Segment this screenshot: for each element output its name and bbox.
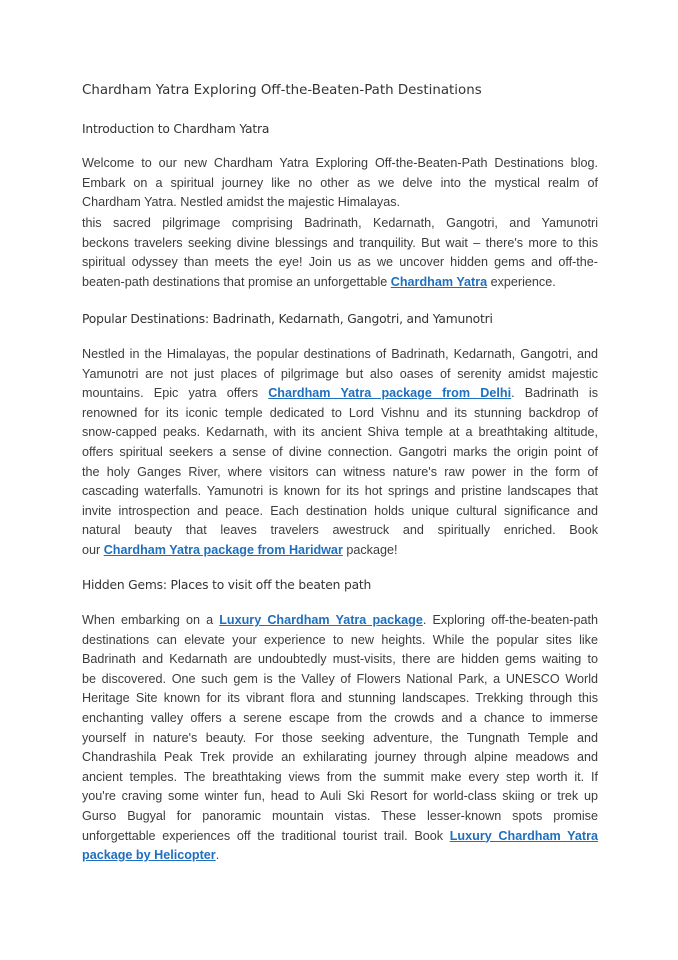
text-line: Chandrashila Peak Trek provide an exhilarating journey through alpine meadows and: [82, 750, 598, 765]
text-fragment: unforgettable experiences off the traditional tourist trail. Book: [82, 828, 450, 843]
text-line: cascading waterfalls. Yamunotri is known for its hot springs and pristine landscapes that: [82, 484, 598, 499]
intro-heading: Introduction to Chardham Yatra: [82, 122, 270, 136]
text-line: yourself in nature's beauty. For those seeking adventure, the Tungnath Temple and: [82, 730, 598, 745]
text-line: destinations can elevate your experience to new heights. While the popular sites like: [82, 632, 598, 647]
intro-paragraph-2: [82, 214, 598, 292]
text-line: spiritual odyssey than meets the eye! Join us as we uncover hidden gems and off-the-: [82, 255, 598, 270]
text-line: Yamunotri are not just places of pilgrimage but also oases of serenity amidst majestic: [82, 366, 598, 381]
text-line: invite introspection and peace. Each destination holds unique cultural significance and: [82, 503, 598, 518]
text-line: Embark on a spiritual journey like no other as we delve into the mystical realm of: [82, 175, 598, 190]
luxury-package-link[interactable]: Luxury Chardham Yatra package: [219, 613, 423, 627]
text-line: [82, 273, 598, 293]
text-line: natural beauty that leaves travelers awestruck and spiritually enriched. Book: [82, 523, 598, 538]
text-fragment: . Badrinath is: [511, 386, 598, 401]
text-line: you're craving some winter fun, head to Auli Ski Resort for world-class skiing or trek up: [82, 789, 598, 804]
text-fragment: .: [215, 848, 220, 863]
text-line: enchanting valley offers a serene escape from the crowds and a chance to immerse: [82, 710, 598, 725]
text-line: Heritage Site known for its vibrant flora and stunning landscapes. Trekking through this: [82, 691, 598, 706]
text-fragment: When embarking on a: [82, 613, 220, 627]
text-line: this sacred pilgrimage comprising Badrinath, Kedarnath, Gangotri, and Yamunotri: [82, 216, 598, 230]
helicopter-package-link-part-1[interactable]: Luxury Chardham Yatra: [449, 828, 598, 843]
text-line: be discovered. One such gem is the Valley of Flowers National Park, a UNESCO World: [82, 671, 598, 686]
text-line: [82, 611, 598, 631]
intro-paragraph-1: [82, 154, 598, 213]
text-line: Gurso Bugyal for panoramic mountain vistas. These lesser-known spots promise: [82, 808, 598, 823]
text-line: snow-capped peaks. Kedarnath, with its ancient Shiva temple at a breathtaking altitude,: [82, 425, 598, 440]
text-line: [82, 541, 598, 561]
popular-destinations-heading: Popular Destinations: Badrinath, Kedarnath, Gangotri, and Yamunotri: [82, 312, 493, 326]
document-title: Chardham Yatra Exploring Off-the-Beaten-Path Destinations: [82, 83, 482, 98]
text-fragment: . Exploring off-the-beaten-path: [422, 613, 598, 627]
text-line: beckons travelers seeking divine blessings and tranquility. But wait – there's more to this: [82, 235, 598, 250]
text-line: [82, 384, 598, 404]
text-line: the holy Ganges River, where visitors can witness nature's raw power in the form of: [82, 464, 598, 479]
text-fragment: experience.: [487, 274, 556, 289]
text-fragment: beaten-path destinations that promise an unforgettable: [82, 274, 391, 289]
text-line: Badrinath and Kedarnath are undoubtedly must-visits, there are hidden gems waiting to: [82, 652, 598, 667]
helicopter-package-link-part-2[interactable]: package by Helicopter: [82, 848, 216, 863]
text-fragment: our: [82, 542, 104, 557]
text-fragment: package!: [342, 542, 398, 557]
text-line: Chardham Yatra. Nestled amidst the majestic Himalayas.: [82, 195, 401, 210]
hidden-gems-heading: Hidden Gems: Places to visit off the beaten path: [82, 578, 372, 592]
text-line: renowned for its iconic temple dedicated to Lord Vishnu and its stunning backdrop of: [82, 405, 598, 420]
chardham-yatra-link[interactable]: Chardham Yatra: [390, 274, 488, 289]
text-line: Welcome to our new Chardham Yatra Exploring Off-the-Beaten-Path Destinations blog.: [82, 156, 598, 170]
text-line: offers spiritual seekers a sense of divine connection. Gangotri marks the origin point of: [82, 444, 598, 459]
text-line: ancient temples. The breathtaking views from the summit make every step worth it. If: [82, 769, 598, 784]
hidden-gems-paragraph: [82, 611, 598, 866]
text-line: [82, 846, 598, 866]
popular-destinations-paragraph: [82, 345, 598, 561]
text-line: Nestled in the Himalayas, the popular destinations of Badrinath, Kedarnath, Gangotri, and: [82, 347, 598, 361]
package-from-delhi-link[interactable]: Chardham Yatra package from Delhi: [268, 386, 512, 401]
package-from-haridwar-link[interactable]: Chardham Yatra package from Haridwar: [103, 542, 343, 557]
text-fragment: mountains. Epic yatra offers: [82, 386, 269, 401]
text-line: [82, 827, 598, 847]
